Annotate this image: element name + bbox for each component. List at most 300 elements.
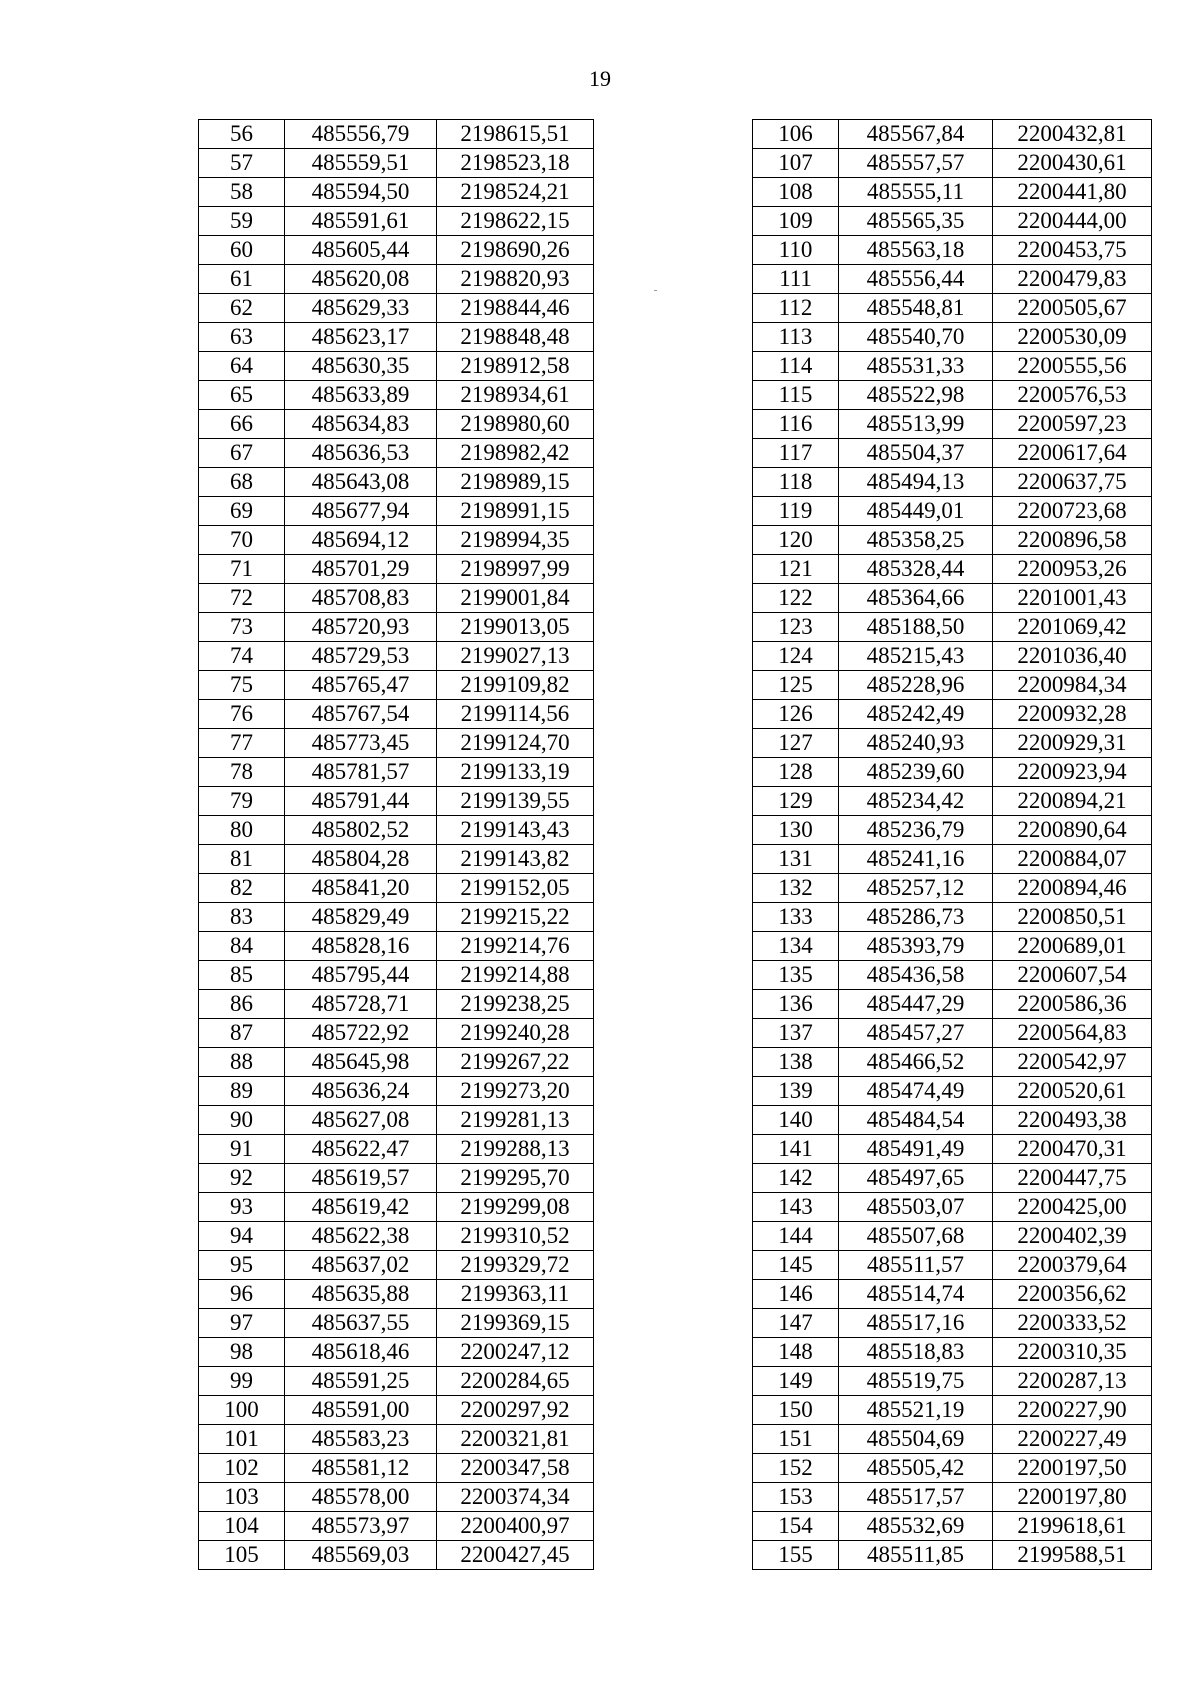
y-coordinate-cell: 2200374,34 [437, 1483, 594, 1512]
y-coordinate-cell: 2199124,70 [437, 729, 594, 758]
point-number-cell: 100 [199, 1396, 285, 1425]
y-coordinate-cell: 2199273,20 [437, 1077, 594, 1106]
x-coordinate-cell: 485623,17 [285, 323, 437, 352]
y-coordinate-cell: 2199214,76 [437, 932, 594, 961]
y-coordinate-cell: 2199267,22 [437, 1048, 594, 1077]
point-number-cell: 146 [753, 1280, 839, 1309]
y-coordinate-cell: 2200894,46 [993, 874, 1152, 903]
x-coordinate-cell: 485364,66 [839, 584, 993, 613]
y-coordinate-cell: 2200470,31 [993, 1135, 1152, 1164]
point-number-cell: 68 [199, 468, 285, 497]
point-number-cell: 78 [199, 758, 285, 787]
point-number-cell: 58 [199, 178, 285, 207]
y-coordinate-cell: 2200425,00 [993, 1193, 1152, 1222]
point-number-cell: 60 [199, 236, 285, 265]
x-coordinate-cell: 485637,55 [285, 1309, 437, 1338]
y-coordinate-cell: 2200400,97 [437, 1512, 594, 1541]
table-row [753, 903, 1152, 932]
point-number-cell: 103 [199, 1483, 285, 1512]
y-coordinate-cell: 2200689,01 [993, 932, 1152, 961]
table-row [753, 845, 1152, 874]
table-row [753, 1541, 1152, 1570]
point-number-cell: 149 [753, 1367, 839, 1396]
coordinates-table-right [752, 119, 1152, 1570]
table-row [199, 555, 594, 584]
x-coordinate-cell: 485513,99 [839, 410, 993, 439]
point-number-cell: 77 [199, 729, 285, 758]
y-coordinate-cell: 2200555,56 [993, 352, 1152, 381]
y-coordinate-cell: 2200247,12 [437, 1338, 594, 1367]
x-coordinate-cell: 485563,18 [839, 236, 993, 265]
y-coordinate-cell: 2198622,15 [437, 207, 594, 236]
point-number-cell: 145 [753, 1251, 839, 1280]
point-number-cell: 70 [199, 526, 285, 555]
y-coordinate-cell: 2199143,43 [437, 816, 594, 845]
x-coordinate-cell: 485556,79 [285, 120, 437, 149]
y-coordinate-cell: 2199027,13 [437, 642, 594, 671]
x-coordinate-cell: 485573,97 [285, 1512, 437, 1541]
point-number-cell: 153 [753, 1483, 839, 1512]
table-row [199, 1425, 594, 1454]
table-row [753, 961, 1152, 990]
y-coordinate-cell: 2199214,88 [437, 961, 594, 990]
y-coordinate-cell: 2198690,26 [437, 236, 594, 265]
table-row [753, 265, 1152, 294]
point-number-cell: 92 [199, 1164, 285, 1193]
point-number-cell: 73 [199, 613, 285, 642]
x-coordinate-cell: 485569,03 [285, 1541, 437, 1570]
table-row [753, 468, 1152, 497]
scan-speck [654, 290, 657, 291]
y-coordinate-cell: 2200586,36 [993, 990, 1152, 1019]
x-coordinate-cell: 485583,23 [285, 1425, 437, 1454]
x-coordinate-cell: 485634,83 [285, 410, 437, 439]
table-row [199, 845, 594, 874]
y-coordinate-cell: 2200379,64 [993, 1251, 1152, 1280]
table-row [199, 700, 594, 729]
y-coordinate-cell: 2199363,11 [437, 1280, 594, 1309]
point-number-cell: 125 [753, 671, 839, 700]
x-coordinate-cell: 485645,98 [285, 1048, 437, 1077]
point-number-cell: 130 [753, 816, 839, 845]
point-number-cell: 134 [753, 932, 839, 961]
y-coordinate-cell: 2199369,15 [437, 1309, 594, 1338]
table-row [199, 1193, 594, 1222]
y-coordinate-cell: 2199215,22 [437, 903, 594, 932]
y-coordinate-cell: 2200953,26 [993, 555, 1152, 584]
y-coordinate-cell: 2200447,75 [993, 1164, 1152, 1193]
y-coordinate-cell: 2199329,72 [437, 1251, 594, 1280]
x-coordinate-cell: 485494,13 [839, 468, 993, 497]
x-coordinate-cell: 485393,79 [839, 932, 993, 961]
y-coordinate-cell: 2200479,83 [993, 265, 1152, 294]
y-coordinate-cell: 2200347,58 [437, 1454, 594, 1483]
y-coordinate-cell: 2200432,81 [993, 120, 1152, 149]
y-coordinate-cell: 2200310,35 [993, 1338, 1152, 1367]
point-number-cell: 148 [753, 1338, 839, 1367]
point-number-cell: 87 [199, 1019, 285, 1048]
table-row [199, 874, 594, 903]
table-row [753, 555, 1152, 584]
y-coordinate-cell: 2199133,19 [437, 758, 594, 787]
point-number-cell: 97 [199, 1309, 285, 1338]
y-coordinate-cell: 2199295,70 [437, 1164, 594, 1193]
point-number-cell: 72 [199, 584, 285, 613]
y-coordinate-cell: 2198982,42 [437, 439, 594, 468]
point-number-cell: 108 [753, 178, 839, 207]
table-row [753, 236, 1152, 265]
x-coordinate-cell: 485511,57 [839, 1251, 993, 1280]
coordinates-table-left [198, 119, 594, 1570]
x-coordinate-cell: 485728,71 [285, 990, 437, 1019]
x-coordinate-cell: 485828,16 [285, 932, 437, 961]
point-number-cell: 69 [199, 497, 285, 526]
x-coordinate-cell: 485636,53 [285, 439, 437, 468]
table-row [753, 613, 1152, 642]
y-coordinate-cell: 2200197,80 [993, 1483, 1152, 1512]
table-row [199, 236, 594, 265]
x-coordinate-cell: 485484,54 [839, 1106, 993, 1135]
y-coordinate-cell: 2200984,34 [993, 671, 1152, 700]
table-row [753, 1019, 1152, 1048]
x-coordinate-cell: 485559,51 [285, 149, 437, 178]
table-row [199, 497, 594, 526]
point-number-cell: 96 [199, 1280, 285, 1309]
table-row [753, 381, 1152, 410]
y-coordinate-cell: 2199618,61 [993, 1512, 1152, 1541]
table-row [199, 932, 594, 961]
x-coordinate-cell: 485328,44 [839, 555, 993, 584]
point-number-cell: 143 [753, 1193, 839, 1222]
x-coordinate-cell: 485503,07 [839, 1193, 993, 1222]
x-coordinate-cell: 485622,38 [285, 1222, 437, 1251]
y-coordinate-cell: 2200427,45 [437, 1541, 594, 1570]
point-number-cell: 151 [753, 1425, 839, 1454]
page-number: 19 [589, 66, 611, 91]
y-coordinate-cell: 2199001,84 [437, 584, 594, 613]
point-number-cell: 98 [199, 1338, 285, 1367]
table-row [199, 1454, 594, 1483]
point-number-cell: 99 [199, 1367, 285, 1396]
x-coordinate-cell: 485605,44 [285, 236, 437, 265]
table-row [753, 323, 1152, 352]
x-coordinate-cell: 485578,00 [285, 1483, 437, 1512]
x-coordinate-cell: 485619,42 [285, 1193, 437, 1222]
point-number-cell: 147 [753, 1309, 839, 1338]
table-row [199, 1483, 594, 1512]
point-number-cell: 150 [753, 1396, 839, 1425]
point-number-cell: 137 [753, 1019, 839, 1048]
point-number-cell: 152 [753, 1454, 839, 1483]
y-coordinate-cell: 2200297,92 [437, 1396, 594, 1425]
table-row [753, 207, 1152, 236]
x-coordinate-cell: 485449,01 [839, 497, 993, 526]
y-coordinate-cell: 2200284,65 [437, 1367, 594, 1396]
x-coordinate-cell: 485802,52 [285, 816, 437, 845]
x-coordinate-cell: 485618,46 [285, 1338, 437, 1367]
y-coordinate-cell: 2200520,61 [993, 1077, 1152, 1106]
x-coordinate-cell: 485633,89 [285, 381, 437, 410]
y-coordinate-cell: 2200576,53 [993, 381, 1152, 410]
x-coordinate-cell: 485521,19 [839, 1396, 993, 1425]
y-coordinate-cell: 2198997,99 [437, 555, 594, 584]
x-coordinate-cell: 485722,92 [285, 1019, 437, 1048]
point-number-cell: 56 [199, 120, 285, 149]
table-row [199, 1309, 594, 1338]
table-row [199, 903, 594, 932]
y-coordinate-cell: 2200894,21 [993, 787, 1152, 816]
y-coordinate-cell: 2200542,97 [993, 1048, 1152, 1077]
table-row [199, 1222, 594, 1251]
point-number-cell: 101 [199, 1425, 285, 1454]
y-coordinate-cell: 2198994,35 [437, 526, 594, 555]
y-coordinate-cell: 2199288,13 [437, 1135, 594, 1164]
point-number-cell: 117 [753, 439, 839, 468]
table-row [753, 178, 1152, 207]
table-row [199, 816, 594, 845]
point-number-cell: 141 [753, 1135, 839, 1164]
x-coordinate-cell: 485637,02 [285, 1251, 437, 1280]
x-coordinate-cell: 485795,44 [285, 961, 437, 990]
y-coordinate-cell: 2199109,82 [437, 671, 594, 700]
x-coordinate-cell: 485257,12 [839, 874, 993, 903]
point-number-cell: 107 [753, 149, 839, 178]
point-number-cell: 132 [753, 874, 839, 903]
x-coordinate-cell: 485773,45 [285, 729, 437, 758]
point-number-cell: 65 [199, 381, 285, 410]
x-coordinate-cell: 485457,27 [839, 1019, 993, 1048]
x-coordinate-cell: 485557,57 [839, 149, 993, 178]
table-row [753, 1396, 1152, 1425]
point-number-cell: 126 [753, 700, 839, 729]
table-row [199, 526, 594, 555]
table-row [199, 1019, 594, 1048]
x-coordinate-cell: 485841,20 [285, 874, 437, 903]
point-number-cell: 119 [753, 497, 839, 526]
y-coordinate-cell: 2198820,93 [437, 265, 594, 294]
y-coordinate-cell: 2199310,52 [437, 1222, 594, 1251]
x-coordinate-cell: 485629,33 [285, 294, 437, 323]
x-coordinate-cell: 485507,68 [839, 1222, 993, 1251]
point-number-cell: 121 [753, 555, 839, 584]
y-coordinate-cell: 2198844,46 [437, 294, 594, 323]
y-coordinate-cell: 2200287,13 [993, 1367, 1152, 1396]
x-coordinate-cell: 485519,75 [839, 1367, 993, 1396]
table-row [199, 1396, 594, 1425]
point-number-cell: 75 [199, 671, 285, 700]
x-coordinate-cell: 485466,52 [839, 1048, 993, 1077]
y-coordinate-cell: 2200441,80 [993, 178, 1152, 207]
table-row [199, 439, 594, 468]
x-coordinate-cell: 485781,57 [285, 758, 437, 787]
y-coordinate-cell: 2198615,51 [437, 120, 594, 149]
table-row [753, 294, 1152, 323]
point-number-cell: 94 [199, 1222, 285, 1251]
y-coordinate-cell: 2200356,62 [993, 1280, 1152, 1309]
point-number-cell: 95 [199, 1251, 285, 1280]
y-coordinate-cell: 2200321,81 [437, 1425, 594, 1454]
point-number-cell: 123 [753, 613, 839, 642]
x-coordinate-cell: 485447,29 [839, 990, 993, 1019]
x-coordinate-cell: 485511,85 [839, 1541, 993, 1570]
x-coordinate-cell: 485635,88 [285, 1280, 437, 1309]
table-row [199, 990, 594, 1019]
y-coordinate-cell: 2200564,83 [993, 1019, 1152, 1048]
point-number-cell: 90 [199, 1106, 285, 1135]
point-number-cell: 66 [199, 410, 285, 439]
table-row [199, 1048, 594, 1077]
y-coordinate-cell: 2200890,64 [993, 816, 1152, 845]
x-coordinate-cell: 485505,42 [839, 1454, 993, 1483]
table-row [753, 584, 1152, 613]
x-coordinate-cell: 485694,12 [285, 526, 437, 555]
y-coordinate-cell: 2198912,58 [437, 352, 594, 381]
x-coordinate-cell: 485504,37 [839, 439, 993, 468]
point-number-cell: 111 [753, 265, 839, 294]
y-coordinate-cell: 2200530,09 [993, 323, 1152, 352]
table-row [753, 1222, 1152, 1251]
table-row [753, 1338, 1152, 1367]
table-row [199, 178, 594, 207]
x-coordinate-cell: 485517,16 [839, 1309, 993, 1338]
point-number-cell: 115 [753, 381, 839, 410]
table-row [753, 120, 1152, 149]
table-row [753, 1077, 1152, 1106]
point-number-cell: 57 [199, 149, 285, 178]
x-coordinate-cell: 485239,60 [839, 758, 993, 787]
x-coordinate-cell: 485791,44 [285, 787, 437, 816]
point-number-cell: 129 [753, 787, 839, 816]
point-number-cell: 91 [199, 1135, 285, 1164]
point-number-cell: 93 [199, 1193, 285, 1222]
x-coordinate-cell: 485643,08 [285, 468, 437, 497]
y-coordinate-cell: 2200932,28 [993, 700, 1152, 729]
y-coordinate-cell: 2198980,60 [437, 410, 594, 439]
x-coordinate-cell: 485491,49 [839, 1135, 993, 1164]
x-coordinate-cell: 485518,83 [839, 1338, 993, 1367]
x-coordinate-cell: 485497,65 [839, 1164, 993, 1193]
table-row [753, 1251, 1152, 1280]
y-coordinate-cell: 2199152,05 [437, 874, 594, 903]
point-number-cell: 102 [199, 1454, 285, 1483]
table-row [753, 1309, 1152, 1338]
x-coordinate-cell: 485522,98 [839, 381, 993, 410]
x-coordinate-cell: 485636,24 [285, 1077, 437, 1106]
y-coordinate-cell: 2201001,43 [993, 584, 1152, 613]
x-coordinate-cell: 485591,61 [285, 207, 437, 236]
point-number-cell: 61 [199, 265, 285, 294]
x-coordinate-cell: 485228,96 [839, 671, 993, 700]
table-row [753, 1425, 1152, 1454]
table-row [753, 1106, 1152, 1135]
x-coordinate-cell: 485581,12 [285, 1454, 437, 1483]
x-coordinate-cell: 485555,11 [839, 178, 993, 207]
point-number-cell: 155 [753, 1541, 839, 1570]
point-number-cell: 84 [199, 932, 285, 961]
table-row [753, 642, 1152, 671]
table-row [753, 1454, 1152, 1483]
point-number-cell: 82 [199, 874, 285, 903]
y-coordinate-cell: 2200637,75 [993, 468, 1152, 497]
x-coordinate-cell: 485514,74 [839, 1280, 993, 1309]
x-coordinate-cell: 485829,49 [285, 903, 437, 932]
point-number-cell: 122 [753, 584, 839, 613]
x-coordinate-cell: 485236,79 [839, 816, 993, 845]
y-coordinate-cell: 2199240,28 [437, 1019, 594, 1048]
point-number-cell: 118 [753, 468, 839, 497]
point-number-cell: 71 [199, 555, 285, 584]
table-row [199, 671, 594, 700]
x-coordinate-cell: 485567,84 [839, 120, 993, 149]
point-number-cell: 85 [199, 961, 285, 990]
point-number-cell: 154 [753, 1512, 839, 1541]
y-coordinate-cell: 2200197,50 [993, 1454, 1152, 1483]
point-number-cell: 142 [753, 1164, 839, 1193]
point-number-cell: 135 [753, 961, 839, 990]
y-coordinate-cell: 2200333,52 [993, 1309, 1152, 1338]
point-number-cell: 79 [199, 787, 285, 816]
table-row [753, 816, 1152, 845]
point-number-cell: 74 [199, 642, 285, 671]
x-coordinate-cell: 485531,33 [839, 352, 993, 381]
table-row [199, 468, 594, 497]
point-number-cell: 110 [753, 236, 839, 265]
table-row [199, 1512, 594, 1541]
y-coordinate-cell: 2200227,49 [993, 1425, 1152, 1454]
y-coordinate-cell: 2200850,51 [993, 903, 1152, 932]
table-row [199, 410, 594, 439]
point-number-cell: 113 [753, 323, 839, 352]
point-number-cell: 89 [199, 1077, 285, 1106]
x-coordinate-cell: 485804,28 [285, 845, 437, 874]
point-number-cell: 67 [199, 439, 285, 468]
table-row [199, 642, 594, 671]
x-coordinate-cell: 485622,47 [285, 1135, 437, 1164]
y-coordinate-cell: 2198989,15 [437, 468, 594, 497]
table-row [199, 1106, 594, 1135]
table-row [199, 961, 594, 990]
x-coordinate-cell: 485240,93 [839, 729, 993, 758]
x-coordinate-cell: 485591,00 [285, 1396, 437, 1425]
y-coordinate-cell: 2200607,54 [993, 961, 1152, 990]
point-number-cell: 62 [199, 294, 285, 323]
table-row [753, 497, 1152, 526]
table-row [753, 787, 1152, 816]
y-coordinate-cell: 2200923,94 [993, 758, 1152, 787]
point-number-cell: 105 [199, 1541, 285, 1570]
point-number-cell: 83 [199, 903, 285, 932]
table-row [199, 207, 594, 236]
point-number-cell: 64 [199, 352, 285, 381]
point-number-cell: 144 [753, 1222, 839, 1251]
point-number-cell: 59 [199, 207, 285, 236]
table-row [199, 758, 594, 787]
table-row [753, 932, 1152, 961]
table-row [753, 1280, 1152, 1309]
y-coordinate-cell: 2200227,90 [993, 1396, 1152, 1425]
y-coordinate-cell: 2198523,18 [437, 149, 594, 178]
point-number-cell: 124 [753, 642, 839, 671]
table-row [753, 700, 1152, 729]
table-row [753, 1483, 1152, 1512]
point-number-cell: 76 [199, 700, 285, 729]
y-coordinate-cell: 2200617,64 [993, 439, 1152, 468]
table-row [753, 1512, 1152, 1541]
table-row [199, 265, 594, 294]
x-coordinate-cell: 485767,54 [285, 700, 437, 729]
point-number-cell: 109 [753, 207, 839, 236]
point-number-cell: 88 [199, 1048, 285, 1077]
